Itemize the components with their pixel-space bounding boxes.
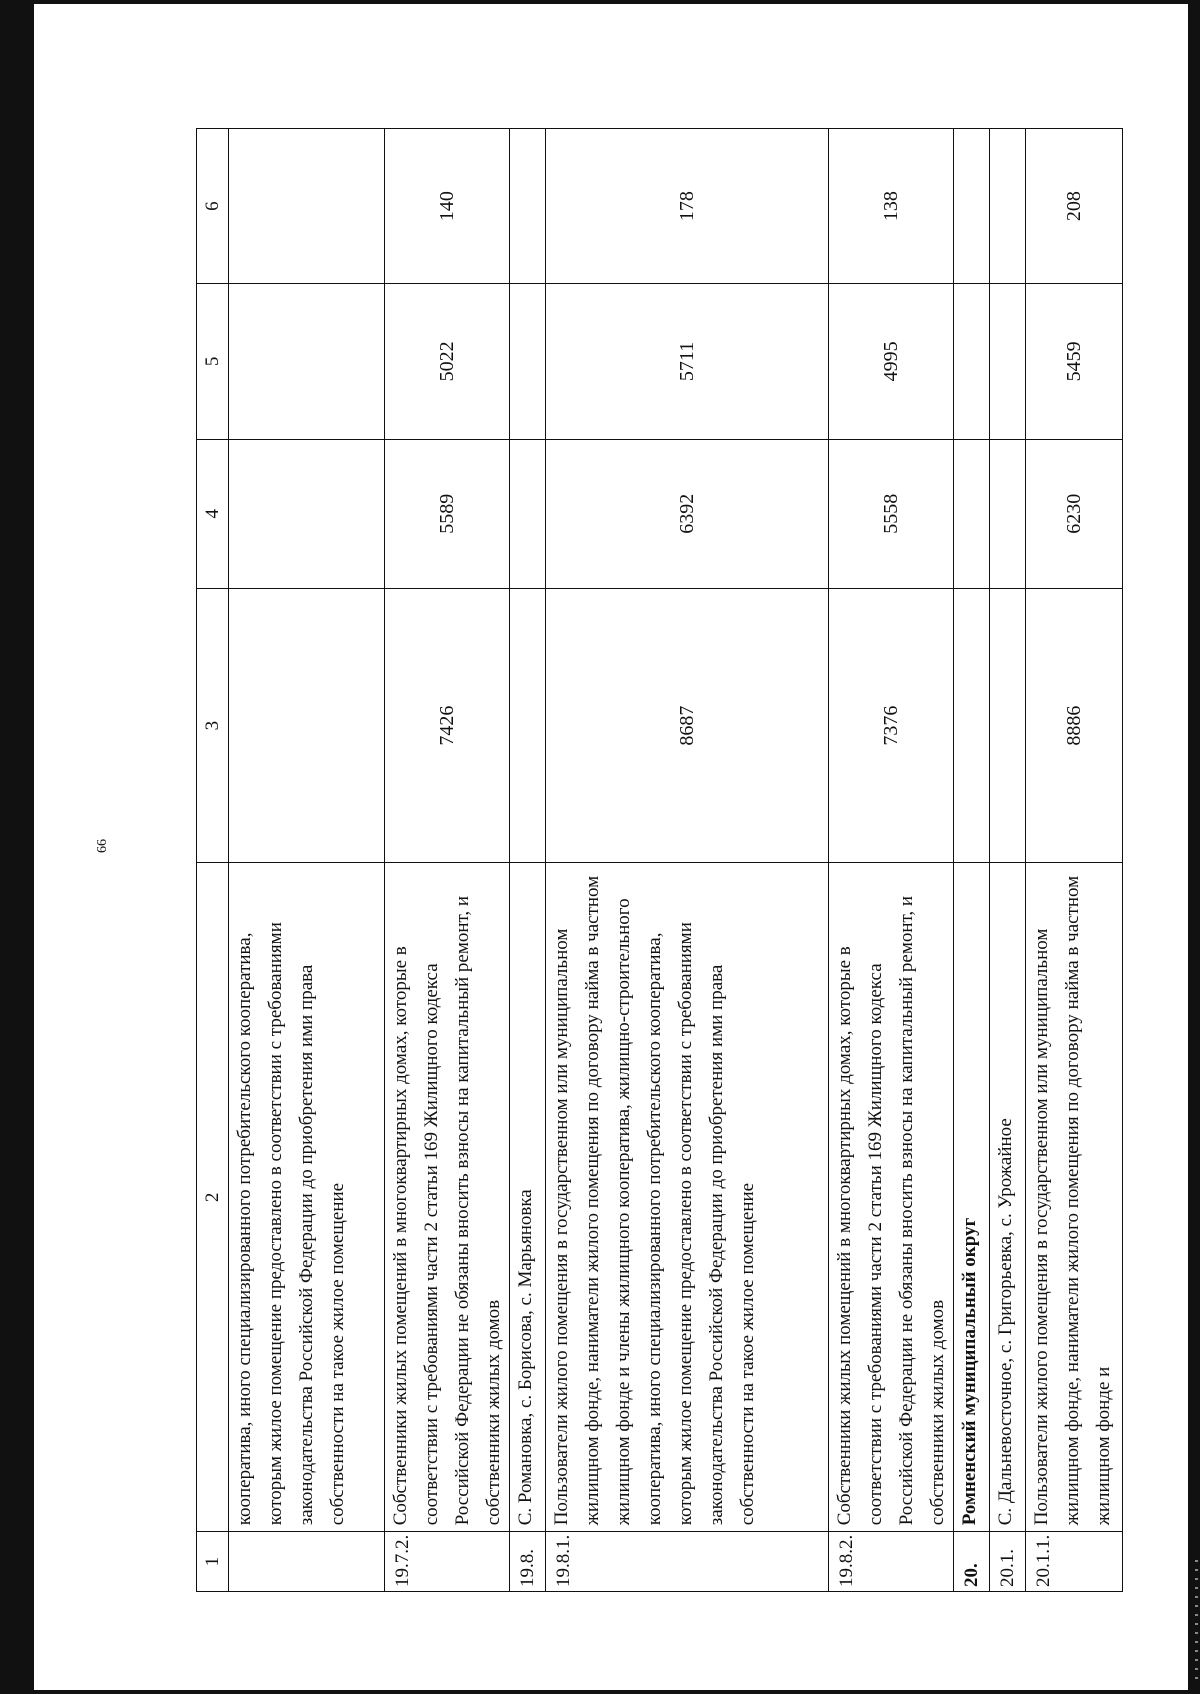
row-text: кооператива, иного специализированного потребительского кооператива, которым жилое помещение предоставлено в соответствии с требованиями законодательства Российской Федерации до приобретения ими права собственности на такое жилое помещение — [229, 863, 385, 1532]
value-col-4 — [510, 439, 546, 588]
column-header: 3 — [197, 588, 229, 863]
value-col-5: 4995 — [829, 284, 954, 439]
row-code: 20.1. — [990, 1532, 1026, 1592]
row-code: 19.8.2. — [829, 1532, 954, 1592]
table-header-row — [197, 129, 229, 1592]
row-text: С. Романовка, с. Борисова, с. Марьяновка — [510, 863, 546, 1532]
row-code: 20. — [954, 1532, 990, 1592]
page-number: 66 — [95, 839, 110, 853]
value-col-3 — [510, 588, 546, 863]
column-header: 6 — [197, 129, 229, 284]
row-text: Собственники жилых помещений в многоквартирных домах, которые в соответствии с требованиями части 2 статьи 169 Жилищного кодекса Российской Федерации не обязаны вносить взносы на капитальный ремонт, и собственники жилых домов — [385, 863, 510, 1532]
column-header: 5 — [197, 284, 229, 439]
value-col-5: 5459 — [1026, 284, 1123, 439]
value-col-5 — [954, 284, 990, 439]
value-col-6: 138 — [829, 129, 954, 284]
table-row — [954, 129, 990, 1592]
table-row — [546, 129, 829, 1592]
value-col-5 — [510, 284, 546, 439]
value-col-4 — [229, 439, 385, 588]
value-col-3 — [229, 588, 385, 863]
row-code: 20.1.1. — [1026, 1532, 1123, 1592]
row-text: Пользователи жилого помещения в государственном или муниципальном жилищном фонде, наниматели жилого помещения по договору найма в частном жилищном фонде и члены жилищного кооператива, жилищно-строительного кооператива, иного специализированного потребительского кооператива, которым жилое помещение предоставлено в соответствии с требованиями законодательства Российской Федерации до приобретения ими права собственности на такое жилое помещение — [546, 863, 829, 1532]
value-col-4 — [990, 439, 1026, 588]
row-code — [229, 1532, 385, 1592]
value-col-6 — [990, 129, 1026, 284]
scan-edge-top — [0, 0, 1200, 4]
value-col-4: 5589 — [385, 439, 510, 588]
value-col-4 — [954, 439, 990, 588]
scan-specks — [1195, 1560, 1198, 1680]
table-row — [990, 129, 1026, 1592]
value-col-4: 6230 — [1026, 439, 1123, 588]
value-col-5: 5711 — [546, 284, 829, 439]
row-code: 19.8. — [510, 1532, 546, 1592]
value-col-6: 208 — [1026, 129, 1123, 284]
value-col-4: 5558 — [829, 439, 954, 588]
value-col-6 — [229, 129, 385, 284]
value-col-6 — [510, 129, 546, 284]
value-col-5 — [229, 284, 385, 439]
tariff-table — [196, 128, 1123, 1592]
value-col-6: 178 — [546, 129, 829, 284]
value-col-3: 8687 — [546, 588, 829, 863]
value-col-6: 140 — [385, 129, 510, 284]
row-text: Ромненский муниципальный округ — [954, 863, 990, 1532]
row-text: С. Дальневосточное, с. Григорьевка, с. Урожайное — [990, 863, 1026, 1532]
table-row — [229, 129, 385, 1592]
value-col-4: 6392 — [546, 439, 829, 588]
value-col-6 — [954, 129, 990, 284]
value-col-5 — [990, 284, 1026, 439]
value-col-3 — [990, 588, 1026, 863]
scan-edge-right — [1188, 0, 1200, 1694]
table-row — [829, 129, 954, 1592]
value-col-5: 5022 — [385, 284, 510, 439]
table-row — [510, 129, 546, 1592]
scan-edge-left — [0, 0, 34, 1694]
value-col-3: 7376 — [829, 588, 954, 863]
row-code: 19.8.1. — [546, 1532, 829, 1592]
value-col-3 — [954, 588, 990, 863]
column-header: 2 — [197, 863, 229, 1532]
value-col-3: 8886 — [1026, 588, 1123, 863]
row-text: Пользователи жилого помещения в государственном или муниципальном жилищном фонде, наниматели жилого помещения по договору найма в частном жилищном фонде и — [1026, 863, 1123, 1532]
value-col-3: 7426 — [385, 588, 510, 863]
scan-edge-bottom — [0, 1690, 1200, 1694]
table-row — [385, 129, 510, 1592]
table-row — [1026, 129, 1123, 1592]
rotated-page — [196, 128, 1114, 1592]
column-header: 4 — [197, 439, 229, 588]
column-header: 1 — [197, 1532, 229, 1592]
row-code: 19.7.2. — [385, 1532, 510, 1592]
row-text: Собственники жилых помещений в многоквартирных домах, которые в соответствии с требованиями части 2 статьи 169 Жилищного кодекса Российской Федерации не обязаны вносить взносы на капитальный ремонт, и собственники жилых домов — [829, 863, 954, 1532]
